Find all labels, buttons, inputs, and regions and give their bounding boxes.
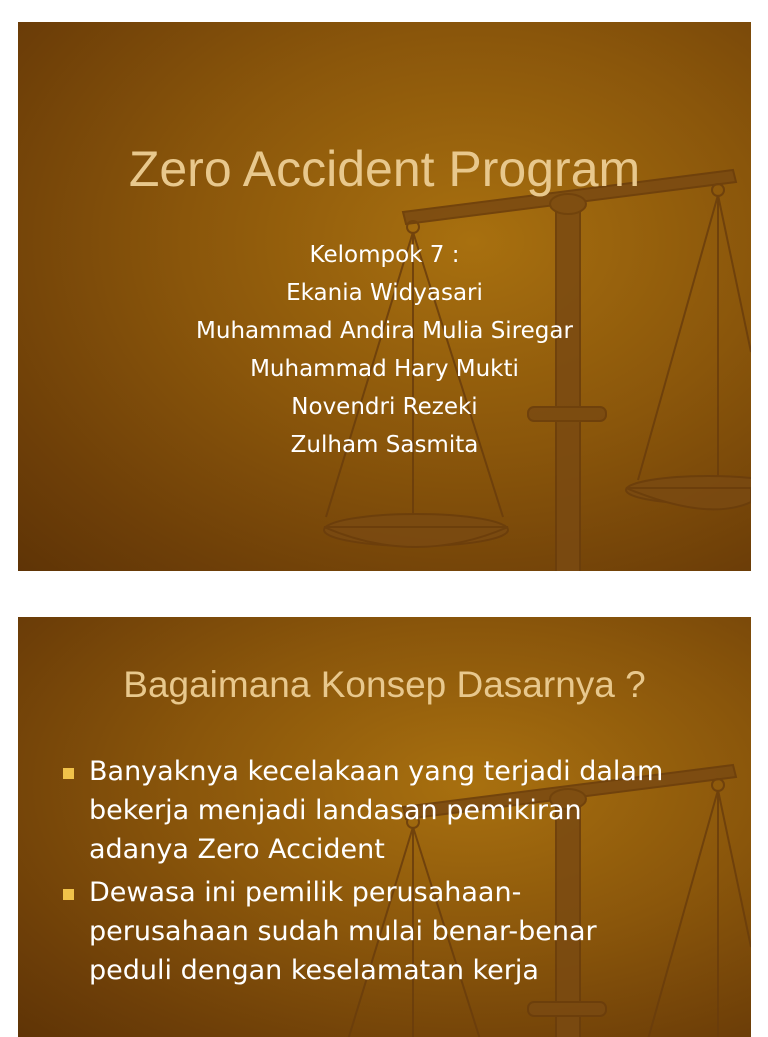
slide-2 bbox=[18, 617, 751, 1037]
member-name: Novendri Rezeki bbox=[291, 394, 478, 420]
member-name: Zulham Sasmita bbox=[290, 432, 479, 458]
square-bullet-icon bbox=[63, 889, 74, 900]
member-name: Ekania Widyasari bbox=[286, 280, 483, 306]
member-name: Muhammad Andira Mulia Siregar bbox=[196, 318, 573, 344]
group-label: Kelompok 7 : bbox=[309, 242, 460, 268]
slide-2-title: Bagaimana Konsep Dasarnya ? bbox=[123, 664, 646, 705]
bullet-item: Dewasa ini pemilik perusahaan- perusahaan sudah mulai benar-benar peduli dengan keselamatan kerja bbox=[63, 873, 743, 990]
slide-1-title: Zero Accident Program bbox=[128, 141, 641, 197]
member-name: Muhammad Hary Mukti bbox=[250, 356, 519, 382]
square-bullet-icon bbox=[63, 768, 74, 779]
group-members bbox=[18, 236, 751, 464]
bullet-list bbox=[63, 752, 743, 994]
bullet-item: Banyaknya kecelakaan yang terjadi dalam bekerja menjadi landasan pemikiran adanya Zero Accident bbox=[63, 752, 743, 869]
slide-1 bbox=[18, 22, 751, 571]
